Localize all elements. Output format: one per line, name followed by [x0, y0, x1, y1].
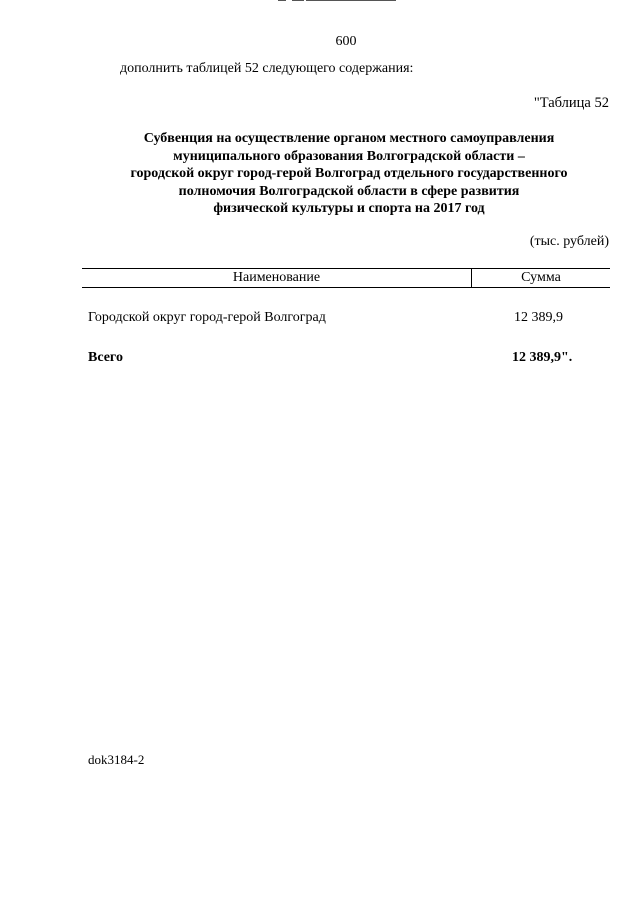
total-row-sum: 12 389,9". — [512, 350, 573, 365]
title-line: городской округ город-герой Волгоград отдельного государственного — [130, 166, 568, 181]
table-header-border — [82, 287, 610, 288]
table-row-name: Городской округ город-герой Волгоград — [88, 310, 326, 325]
table-row-sum: 12 389,9 — [514, 310, 563, 325]
column-header-name: Наименование — [232, 270, 321, 285]
title-line: физической культуры и спорта на 2017 год — [213, 201, 485, 216]
table-title — [60, 130, 638, 218]
column-header-sum: Сумма — [521, 270, 561, 285]
table-top-border — [82, 268, 610, 269]
units-label: (тыс. рублей) — [529, 234, 609, 249]
table-label: "Таблица 52 — [533, 95, 609, 111]
title-line: Субвенция на осуществление органом местного самоуправления — [143, 131, 555, 146]
intro-text: дополнить таблицей 52 следующего содержания: — [120, 61, 414, 76]
document-code: dok3184-2 — [88, 752, 145, 767]
title-line: муниципального образования Волгоградской области – — [173, 148, 525, 164]
page-number: 600 — [335, 34, 357, 49]
top-scan-line — [248, 0, 398, 2]
total-row-name: Всего — [88, 350, 123, 365]
title-line: полномочия Волгоградской области в сфере развития — [178, 183, 520, 199]
